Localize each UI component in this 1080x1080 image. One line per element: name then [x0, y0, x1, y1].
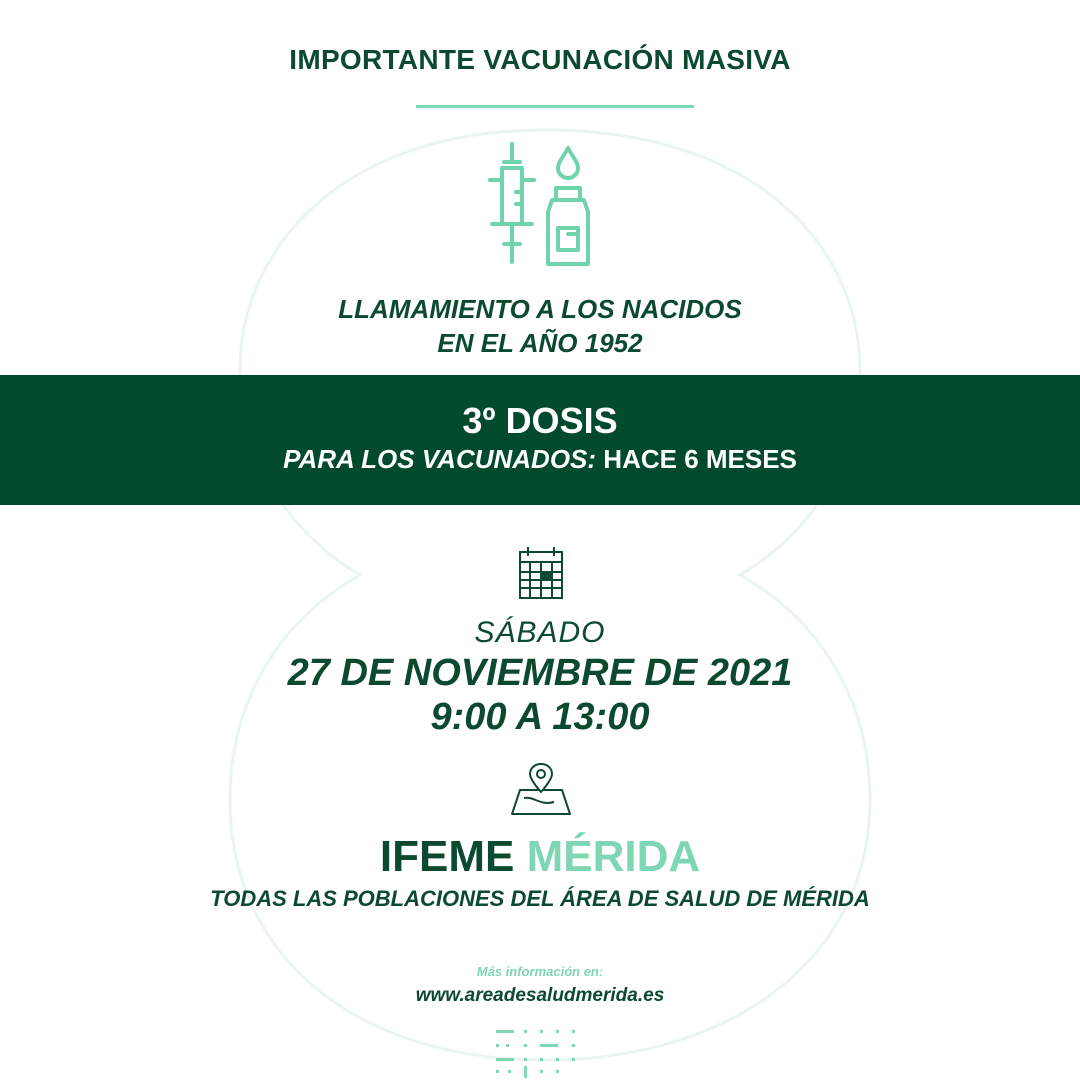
call-to-action — [0, 292, 1080, 360]
dose-subtitle — [0, 444, 1080, 475]
dose-subtitle-bold: HACE 6 MESES — [603, 444, 797, 474]
title-divider — [416, 105, 694, 108]
map-pin-icon — [510, 762, 572, 816]
dotted-logo-icon — [494, 1026, 586, 1078]
call-line-2: EN EL AÑO 1952 — [437, 328, 643, 358]
syringe-vial-icon — [486, 140, 596, 268]
more-info-label: Más información en: — [476, 964, 604, 979]
call-line-1: LLAMAMIENTO A LOS NACIDOS — [338, 294, 742, 324]
schedule-date: 27 DE NOVIEMBRE DE 2021 — [287, 652, 793, 694]
venue-scope: TODAS LAS POBLACIONES DEL ÁREA DE SALUD DE MÉRIDA — [210, 886, 870, 911]
venue-name: IFEME — [379, 832, 515, 881]
page-title: IMPORTANTE VACUNACIÓN MASIVA — [289, 44, 791, 75]
venue-city: MÉRIDA — [526, 832, 701, 881]
calendar-icon — [516, 544, 566, 602]
venue — [0, 832, 1080, 882]
website-link[interactable]: www.areadesaludmerida.es — [415, 985, 665, 1006]
dose-subtitle-italic: PARA LOS VACUNADOS: — [283, 444, 597, 474]
dose-title: 3º DOSIS — [462, 400, 618, 441]
schedule-day: SÁBADO — [474, 616, 606, 649]
schedule-time: 9:00 A 13:00 — [430, 696, 650, 738]
